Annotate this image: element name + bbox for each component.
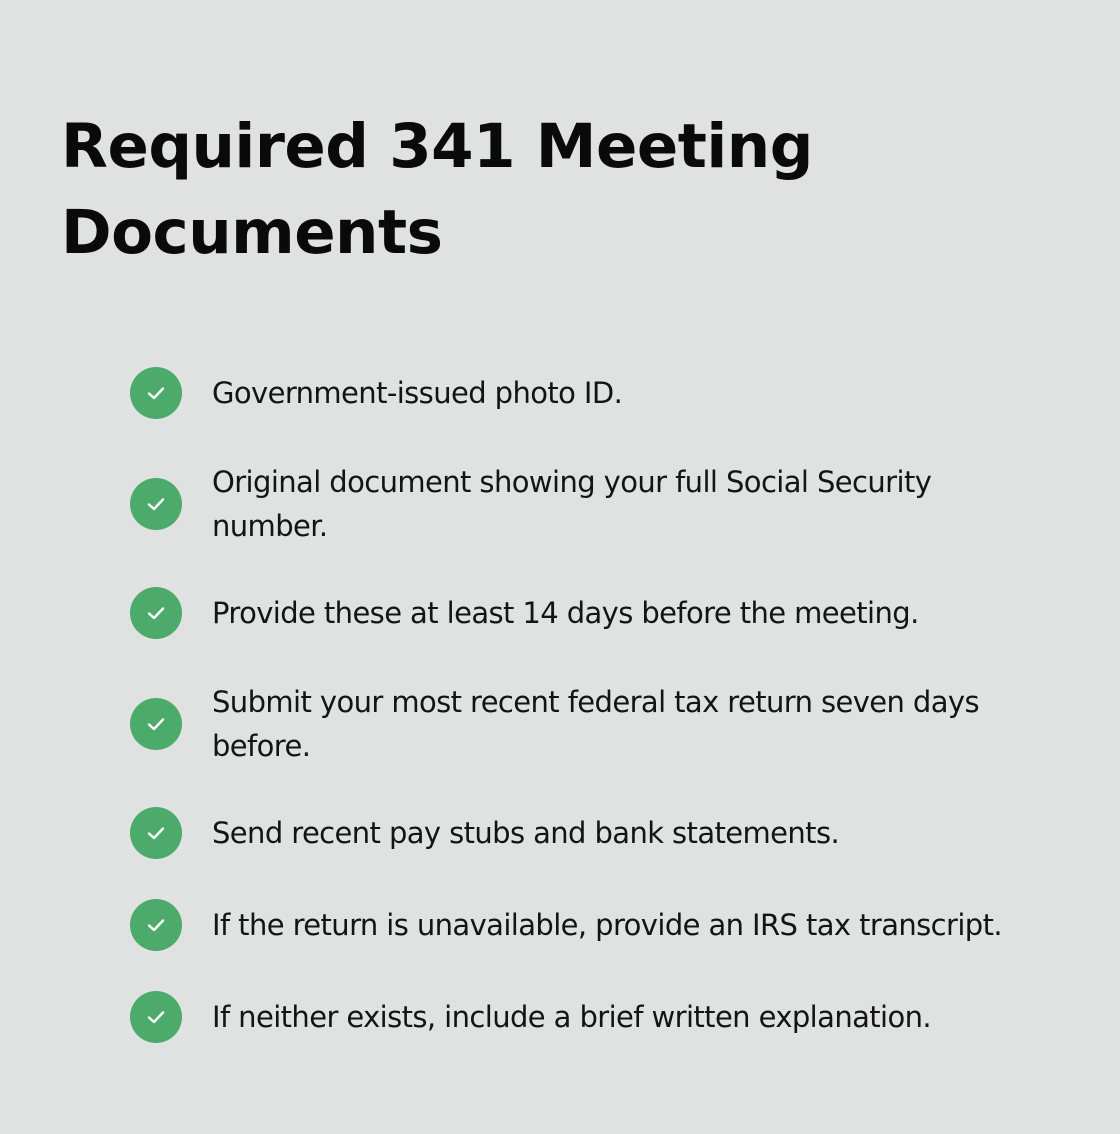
checklist-item bbox=[130, 995, 1090, 1039]
checklist-item-label: If the return is unavailable, provide an IRS tax transcript. bbox=[212, 908, 1002, 942]
checklist-item bbox=[130, 680, 1090, 768]
checklist-item bbox=[130, 903, 1090, 947]
checklist-item bbox=[130, 371, 1090, 415]
checklist-item-label: Original document showing your full Social Security number. bbox=[212, 465, 932, 543]
page-title: Required 341 Meeting Documents bbox=[61, 111, 813, 268]
checklist-item-label: Provide these at least 14 days before the meeting. bbox=[212, 596, 919, 630]
checklist-item bbox=[130, 591, 1090, 635]
checklist-item-label: Submit your most recent federal tax return seven days before. bbox=[212, 685, 979, 763]
check-circle-icon bbox=[130, 478, 182, 530]
check-circle-icon bbox=[130, 807, 182, 859]
check-circle-icon bbox=[130, 587, 182, 639]
check-circle-icon bbox=[130, 367, 182, 419]
checklist-item bbox=[130, 811, 1090, 855]
checklist-item-label: If neither exists, include a brief written explanation. bbox=[212, 1000, 932, 1034]
checklist-item-label: Send recent pay stubs and bank statements. bbox=[212, 816, 840, 850]
checklist-item bbox=[130, 460, 1090, 548]
check-circle-icon bbox=[130, 698, 182, 750]
checklist-item-label: Government-issued photo ID. bbox=[212, 376, 623, 410]
check-circle-icon bbox=[130, 991, 182, 1043]
check-circle-icon bbox=[130, 899, 182, 951]
